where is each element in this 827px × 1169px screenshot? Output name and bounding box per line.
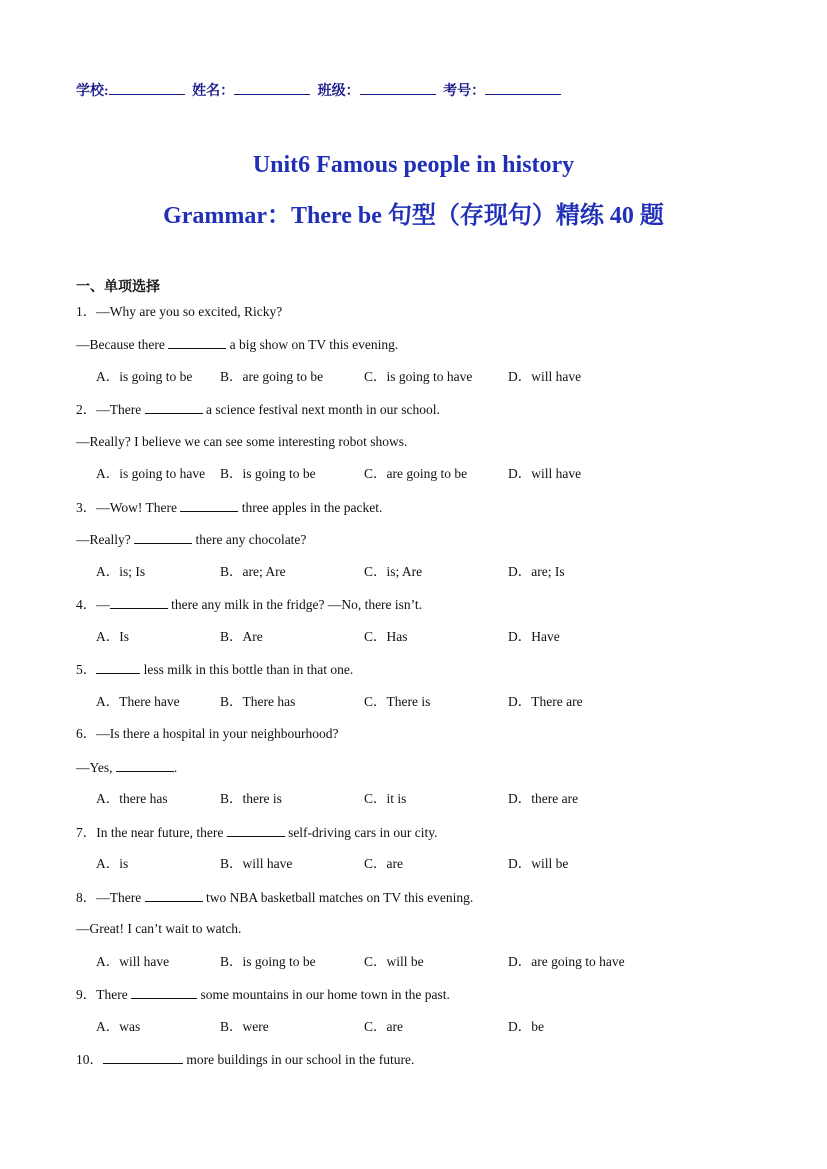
exam-info-row	[76, 80, 565, 100]
option-d[interactable]: D．will have	[508, 369, 582, 384]
question-6-line2	[76, 758, 177, 777]
question-text: —There	[96, 890, 145, 905]
question-text: self-driving cars in our city.	[284, 825, 438, 840]
option-b[interactable]: B．is going to be	[220, 466, 316, 481]
question-text: There	[96, 987, 132, 1002]
question-text: there any milk in the fridge? —No, there isn’t.	[167, 597, 423, 612]
question-text: a big show on TV this evening.	[226, 337, 399, 352]
question-4	[76, 595, 422, 614]
option-a[interactable]: A．is	[96, 856, 129, 871]
question-5	[76, 660, 353, 679]
exam-no-label: 考号：	[443, 84, 486, 99]
option-c[interactable]: C．is going to have	[364, 369, 473, 384]
question-text: In the near future, there	[96, 825, 227, 840]
question-number: 1．	[76, 304, 97, 319]
question-text: some mountains in our home town in the past.	[197, 987, 450, 1002]
answer-blank[interactable]	[110, 595, 168, 609]
option-d[interactable]: D．be	[508, 1019, 544, 1034]
class-field[interactable]	[360, 80, 436, 95]
option-d[interactable]: D．There are	[508, 694, 583, 709]
question-8-line2: —Great! I can’t wait to watch.	[76, 921, 242, 936]
answer-blank[interactable]	[180, 498, 238, 512]
option-b[interactable]: B．there is	[220, 791, 282, 806]
question-1	[76, 303, 282, 321]
answer-blank[interactable]	[168, 335, 226, 349]
question-text: —Really?	[76, 532, 135, 547]
question-text: —Is there a hospital in your neighbourhood?	[96, 726, 339, 741]
question-text: three apples in the packet.	[238, 500, 383, 515]
answer-blank[interactable]	[116, 758, 174, 772]
question-2	[76, 400, 440, 419]
question-1-line2	[76, 335, 398, 354]
option-c[interactable]: C．There is	[364, 694, 431, 709]
option-a[interactable]: A．Is	[96, 629, 129, 644]
option-a[interactable]: A．is going to be	[96, 369, 193, 384]
answer-blank[interactable]	[103, 1050, 183, 1064]
question-text: .	[173, 760, 178, 775]
option-c[interactable]: C．are	[364, 856, 403, 871]
question-text: —Yes,	[76, 760, 116, 775]
exam-no-field[interactable]	[485, 80, 561, 95]
question-number: 3．	[76, 500, 97, 515]
option-b[interactable]: B．will have	[220, 856, 293, 871]
name-field[interactable]	[234, 80, 310, 95]
question-10	[76, 1050, 414, 1069]
name-label: 姓名：	[192, 84, 235, 99]
option-a[interactable]: A．There have	[96, 694, 180, 709]
option-c[interactable]: C．are	[364, 1019, 403, 1034]
question-text: —Why are you so excited, Ricky?	[96, 304, 283, 319]
option-d[interactable]: D．Have	[508, 629, 560, 644]
option-a[interactable]: A．will have	[96, 954, 170, 969]
option-d[interactable]: D．will be	[508, 856, 569, 871]
answer-blank[interactable]	[227, 823, 285, 837]
question-text: more buildings in our school in the future.	[183, 1052, 415, 1067]
question-number: 5．	[76, 662, 97, 677]
answer-blank[interactable]	[145, 888, 203, 902]
option-a[interactable]: A．is going to have	[96, 466, 206, 481]
option-b[interactable]: B．is going to be	[220, 954, 316, 969]
question-text: a science festival next month in our school.	[202, 402, 440, 417]
question-text: less milk in this bottle than in that one.	[140, 662, 354, 677]
option-b[interactable]: B．are going to be	[220, 369, 324, 384]
option-c[interactable]: C．Has	[364, 629, 408, 644]
option-b[interactable]: B．There has	[220, 694, 296, 709]
page-title: Unit6 Famous people in history	[252, 152, 575, 178]
question-6	[76, 725, 338, 743]
option-a[interactable]: A．was	[96, 1019, 141, 1034]
option-d[interactable]: D．are; Is	[508, 564, 565, 579]
question-number: 7．	[76, 825, 97, 840]
question-3	[76, 498, 382, 517]
class-label: 班级：	[317, 84, 360, 99]
option-a[interactable]: A．there has	[96, 791, 168, 806]
page-subtitle: Grammar：There be 句型（存现句）精练 40 题	[163, 203, 664, 229]
option-c[interactable]: C．will be	[364, 954, 424, 969]
question-7	[76, 823, 438, 842]
school-field[interactable]	[109, 80, 185, 95]
answer-blank[interactable]	[145, 400, 203, 414]
answer-blank[interactable]	[96, 660, 140, 674]
question-3-line2	[76, 530, 306, 549]
question-number: 9．	[76, 987, 97, 1002]
question-text: —Wow! There	[96, 500, 181, 515]
option-c[interactable]: C．it is	[364, 791, 407, 806]
option-d[interactable]: D．there are	[508, 791, 579, 806]
option-b[interactable]: B．Are	[220, 629, 263, 644]
option-b[interactable]: B．were	[220, 1019, 269, 1034]
question-number: 10．	[76, 1052, 103, 1067]
question-number: 4．	[76, 597, 97, 612]
question-text: —Because there	[76, 337, 169, 352]
question-number: 6．	[76, 726, 97, 741]
question-text: —There	[96, 402, 145, 417]
question-text: there any chocolate?	[192, 532, 307, 547]
answer-blank[interactable]	[134, 530, 192, 544]
option-c[interactable]: C．is; Are	[364, 564, 423, 579]
question-text: —	[96, 597, 110, 612]
option-a[interactable]: A．is; Is	[96, 564, 146, 579]
option-b[interactable]: B．are; Are	[220, 564, 286, 579]
option-d[interactable]: D．will have	[508, 466, 582, 481]
option-d[interactable]: D．are going to have	[508, 954, 625, 969]
question-number: 2．	[76, 402, 97, 417]
question-8	[76, 888, 473, 907]
school-label: 学校:	[76, 84, 109, 99]
question-text: two NBA basketball matches on TV this evening.	[202, 890, 474, 905]
question-9	[76, 985, 450, 1004]
section-heading: 一、单项选择	[76, 280, 160, 295]
question-2-line2: —Really? I believe we can see some interesting robot shows.	[76, 434, 408, 449]
option-c[interactable]: C．are going to be	[364, 466, 468, 481]
question-number: 8．	[76, 890, 97, 905]
answer-blank[interactable]	[131, 985, 197, 999]
